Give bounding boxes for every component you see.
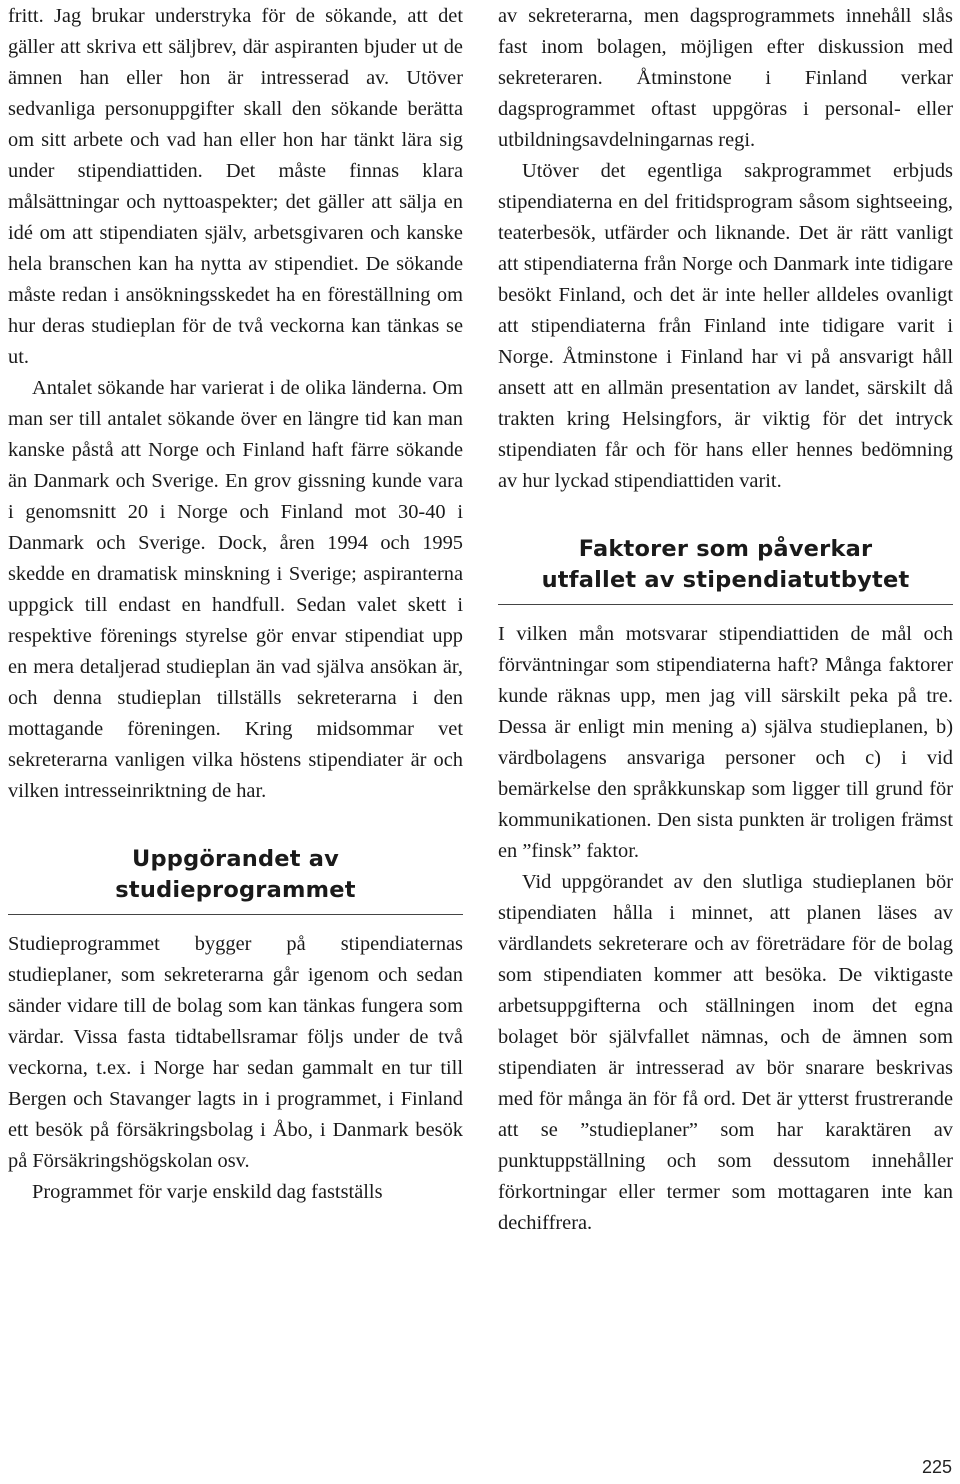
right-paragraph-4: Vid uppgörandet av den slutliga studieplanen bör stipendiaten hålla i minnet, att planen läses av värdlandets sekreterare och av företrädare för de bolag som stipendiaten kommer att besöka. De viktigaste arbetsuppgifterna och ställningen inom det egna bolaget bör självfallet nämnas, och de ämnen som stipendiaten är intresserad av bör snarare beskrivas med för många än för få ord. Det är ytterst frustrerande att se ”studieplaner” som har karaktären av punktuppställning och som dessutom innehåller förkortningar eller termer som mottagaren inte kan dechiffrera. <box>498 871 953 1234</box>
left-paragraph-3: Studieprogrammet bygger på stipendiaternas studieplaner, som sekreterarna går igenom och sedan sänder vidare till de bolag som kan tänkas fungera som värdar. Vissa fasta tidtabellsramar följs under de två veckorna, t.ex. i Norge har sedan gammalt en tur till Bergen och Stavanger lagts in i programmet, i Finland ett besök på försäkringsbolag i Åbo, i Danmark besök på Försäkringshögskolan osv. <box>8 933 463 1172</box>
heading-divider <box>8 914 463 915</box>
heading-line: Uppgörandet av <box>132 846 339 872</box>
right-column <box>498 0 953 1239</box>
left-column <box>8 0 463 1208</box>
heading-line: studieprogrammet <box>115 877 356 903</box>
section-heading-uppgorandet <box>8 844 463 906</box>
section-heading-faktorer <box>498 534 953 596</box>
page-number: 225 <box>921 1457 952 1477</box>
heading-divider <box>498 604 953 605</box>
left-paragraph-2: Antalet sökande har varierat i de olika länderna. Om man ser till antalet sökande över en längre tid kan man kanske påstå att Norge och Finland haft färre sökande än Danmark och Sverige. En grov gissning kunde vara i genomsnitt 20 i Norge och Finland mot 30-40 i Danmark och Sverige. Dock, åren 1994 och 1995 skedde en dramatisk minskning i Sverige; aspiranterna uppgick till endast en handfull. Sedan valet skett i respektive förenings styrelse gör envar stipendiat upp en mera detaljerad studieplan än vad själva ansökan är, och denna studieplan tillställs sekreterarna i den mottagande föreningen. Kring midsommar vet sekreterarna vanligen vilka höstens stipendiater är och vilken intresseinriktning de har. <box>8 377 463 802</box>
right-paragraph-1: av sekreterarna, men dagsprogrammets innehåll slås fast inom bolagen, möjligen efter diskussion med sekreteraren. Åtminstone i Finland verkar dagsprogrammet oftast uppgöras i personal- eller utbildningsavdelningarnas regi. <box>498 5 953 151</box>
heading-line: Faktorer som påverkar <box>578 536 873 562</box>
left-paragraph-4: Programmet för varje enskild dag fastställs <box>32 1181 383 1203</box>
left-paragraph-1: fritt. Jag brukar understryka för de sökande, att det gäller att skriva ett säljbrev, där aspiranten bjuder ut de ämnen han eller hon är intresserad av. Utöver sedvanliga personuppgifter skall den sökande berätta om sitt arbete och vad han eller hon har tänkt lära sig under stipendiattiden. Det måste finnas klara målsättningar och nyttoaspekter; det gäller att sälja en idé om att stipendiaten själv, arbetsgivaren och kanske hela branschen kan ha nytta av stipendiet. De sökande måste redan i ansökningsskedet ha en föreställning om hur deras studieplan för de två veckorna kan tänkas se ut. <box>8 5 463 368</box>
right-paragraph-2: Utöver det egentliga sakprogrammet erbjuds stipendiaterna en del fritidsprogram såsom sightseeing, teaterbesök, utfärder och liknande. Det är rätt vanligt att stipendiaterna från Norge och Danmark inte tidigare besökt Finland, och det är inte heller alldeles ovanligt att stipendiaterna från Finland inte tidigare varit i Norge. Åtminstone i Finland har vi på ansvarigt håll ansett att en allmän presentation av landet, särskilt då trakten kring Helsingfors, är viktig för det intryck stipendiaten får och för hans eller hennes bedömning av hur lyckad stipendiattiden varit. <box>498 160 953 492</box>
right-paragraph-3: I vilken mån motsvarar stipendiattiden de mål och förväntningar som stipendiaterna haft? Många faktorer kunde räknas upp, men jag vill särskilt peka på tre. Dessa är enligt min mening a) själva studieplanen, b) värdbolagens ansvariga personer och c) i vid bemärkelse den språkkunskap som ligger till grund för kommunikationen. Den sista punkten är troligen främst en ”finsk” faktor. <box>498 623 953 862</box>
heading-line: utfallet av stipendiatutbytet <box>541 567 910 593</box>
